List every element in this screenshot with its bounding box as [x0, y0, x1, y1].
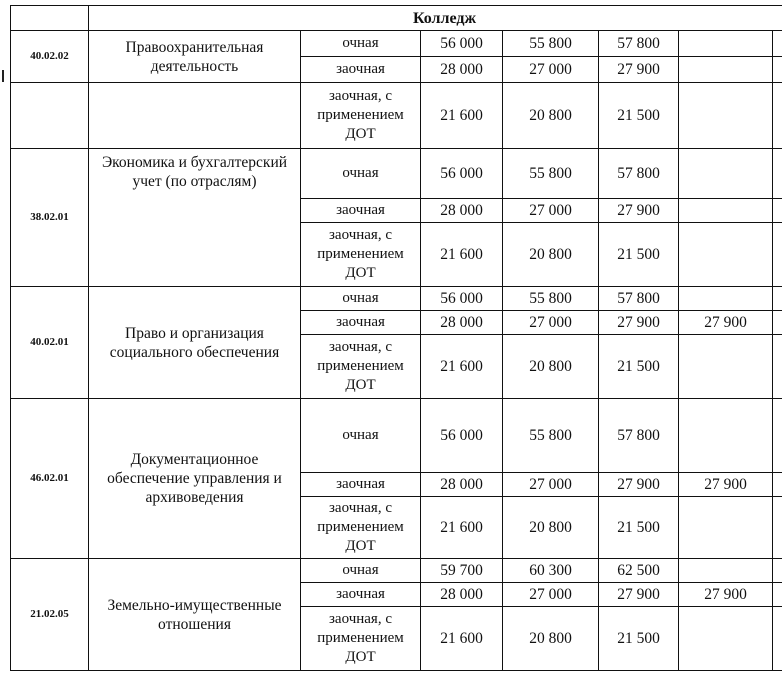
- edge-cell: [773, 399, 782, 473]
- program-name: Земельно-имущественные отношения: [89, 559, 301, 671]
- price-cell: 27 900: [679, 473, 773, 497]
- price-cell: 21 600: [421, 223, 503, 287]
- price-cell: 27 000: [503, 473, 599, 497]
- price-cell: 62 500: [599, 559, 679, 583]
- scan-mark: [2, 70, 4, 82]
- price-cell: 27 900: [599, 57, 679, 83]
- section-title: Колледж: [89, 6, 782, 31]
- price-cell: 20 800: [503, 497, 599, 559]
- study-form: очная: [301, 559, 421, 583]
- edge-cell: [773, 335, 782, 399]
- edge-cell: [773, 287, 782, 311]
- price-cell: 55 800: [503, 399, 599, 473]
- price-cell: 27 900: [599, 199, 679, 223]
- price-cell: [679, 83, 773, 149]
- price-cell: 27 000: [503, 57, 599, 83]
- price-cell: 27 900: [599, 583, 679, 607]
- edge-cell: [773, 223, 782, 287]
- price-cell: 21 600: [421, 83, 503, 149]
- price-cell: 20 800: [503, 223, 599, 287]
- program-code: 40.02.02: [11, 31, 89, 83]
- table-row: [11, 149, 782, 199]
- edge-cell: [773, 83, 782, 149]
- price-cell: [679, 223, 773, 287]
- program-name-empty: [89, 83, 301, 149]
- table-row: [11, 399, 782, 473]
- study-form: заочная: [301, 473, 421, 497]
- price-cell: 57 800: [599, 149, 679, 199]
- edge-cell: [773, 497, 782, 559]
- price-cell: 27 000: [503, 583, 599, 607]
- tuition-table: [10, 5, 782, 671]
- price-cell: [679, 607, 773, 671]
- price-cell: 60 300: [503, 559, 599, 583]
- price-cell: 27 900: [679, 311, 773, 335]
- study-form: заочная: [301, 199, 421, 223]
- price-cell: 20 800: [503, 335, 599, 399]
- program-code-empty: [11, 83, 89, 149]
- price-cell: [679, 335, 773, 399]
- program-code: 46.02.01: [11, 399, 89, 559]
- table-row: [11, 31, 782, 57]
- study-form: заочная: [301, 583, 421, 607]
- edge-cell: [773, 199, 782, 223]
- program-code: 38.02.01: [11, 149, 89, 287]
- program-name: Экономика и бухгалтерский учет (по отраслям): [89, 149, 301, 287]
- study-form: заочная, с применением ДОТ: [301, 223, 421, 287]
- price-cell: [679, 149, 773, 199]
- price-cell: [679, 287, 773, 311]
- study-form: заочная: [301, 311, 421, 335]
- price-cell: 28 000: [421, 57, 503, 83]
- price-cell: 56 000: [421, 287, 503, 311]
- price-cell: 27 000: [503, 199, 599, 223]
- study-form: очная: [301, 149, 421, 199]
- study-form: заочная, с применением ДОТ: [301, 335, 421, 399]
- edge-cell: [773, 31, 782, 57]
- program-code: 21.02.05: [11, 559, 89, 671]
- price-cell: [679, 497, 773, 559]
- price-cell: [679, 31, 773, 57]
- price-cell: 28 000: [421, 583, 503, 607]
- price-cell: 55 800: [503, 287, 599, 311]
- program-code: 40.02.01: [11, 287, 89, 399]
- price-cell: 56 000: [421, 149, 503, 199]
- program-name: Право и организация социального обеспечения: [89, 287, 301, 399]
- price-cell: 27 900: [679, 583, 773, 607]
- study-form: очная: [301, 287, 421, 311]
- price-cell: 57 800: [599, 399, 679, 473]
- header-empty-cell: [11, 6, 89, 31]
- price-cell: 57 800: [599, 287, 679, 311]
- price-cell: 21 600: [421, 335, 503, 399]
- price-cell: 21 600: [421, 607, 503, 671]
- price-cell: 21 500: [599, 607, 679, 671]
- study-form: заочная, с применением ДОТ: [301, 497, 421, 559]
- price-cell: 27 900: [599, 473, 679, 497]
- price-cell: 21 600: [421, 497, 503, 559]
- price-cell: 28 000: [421, 199, 503, 223]
- study-form: заочная, с применением ДОТ: [301, 607, 421, 671]
- edge-cell: [773, 149, 782, 199]
- price-cell: 20 800: [503, 607, 599, 671]
- price-cell: 56 000: [421, 399, 503, 473]
- study-form: заочная: [301, 57, 421, 83]
- price-cell: 21 500: [599, 83, 679, 149]
- price-cell: 21 500: [599, 497, 679, 559]
- price-cell: 59 700: [421, 559, 503, 583]
- edge-cell: [773, 57, 782, 83]
- table-row: [11, 287, 782, 311]
- price-cell: 21 500: [599, 223, 679, 287]
- edge-cell: [773, 607, 782, 671]
- program-name: Правоохранительная деятельность: [89, 31, 301, 83]
- price-cell: 56 000: [421, 31, 503, 57]
- price-cell: 28 000: [421, 473, 503, 497]
- table-row: [11, 83, 782, 149]
- price-cell: 57 800: [599, 31, 679, 57]
- edge-cell: [773, 583, 782, 607]
- price-cell: 27 000: [503, 311, 599, 335]
- study-form: заочная, с применением ДОТ: [301, 83, 421, 149]
- section-header-row: [11, 6, 782, 31]
- table-row: [11, 559, 782, 583]
- price-cell: [679, 399, 773, 473]
- price-cell: 28 000: [421, 311, 503, 335]
- study-form: очная: [301, 31, 421, 57]
- price-cell: 27 900: [599, 311, 679, 335]
- edge-cell: [773, 311, 782, 335]
- price-cell: 55 800: [503, 149, 599, 199]
- price-cell: [679, 559, 773, 583]
- price-cell: [679, 199, 773, 223]
- study-form: очная: [301, 399, 421, 473]
- price-cell: [679, 57, 773, 83]
- price-cell: 21 500: [599, 335, 679, 399]
- program-name: Документационное обеспечение управления и архивоведения: [89, 399, 301, 559]
- edge-cell: [773, 473, 782, 497]
- edge-cell: [773, 559, 782, 583]
- price-cell: 20 800: [503, 83, 599, 149]
- price-cell: 55 800: [503, 31, 599, 57]
